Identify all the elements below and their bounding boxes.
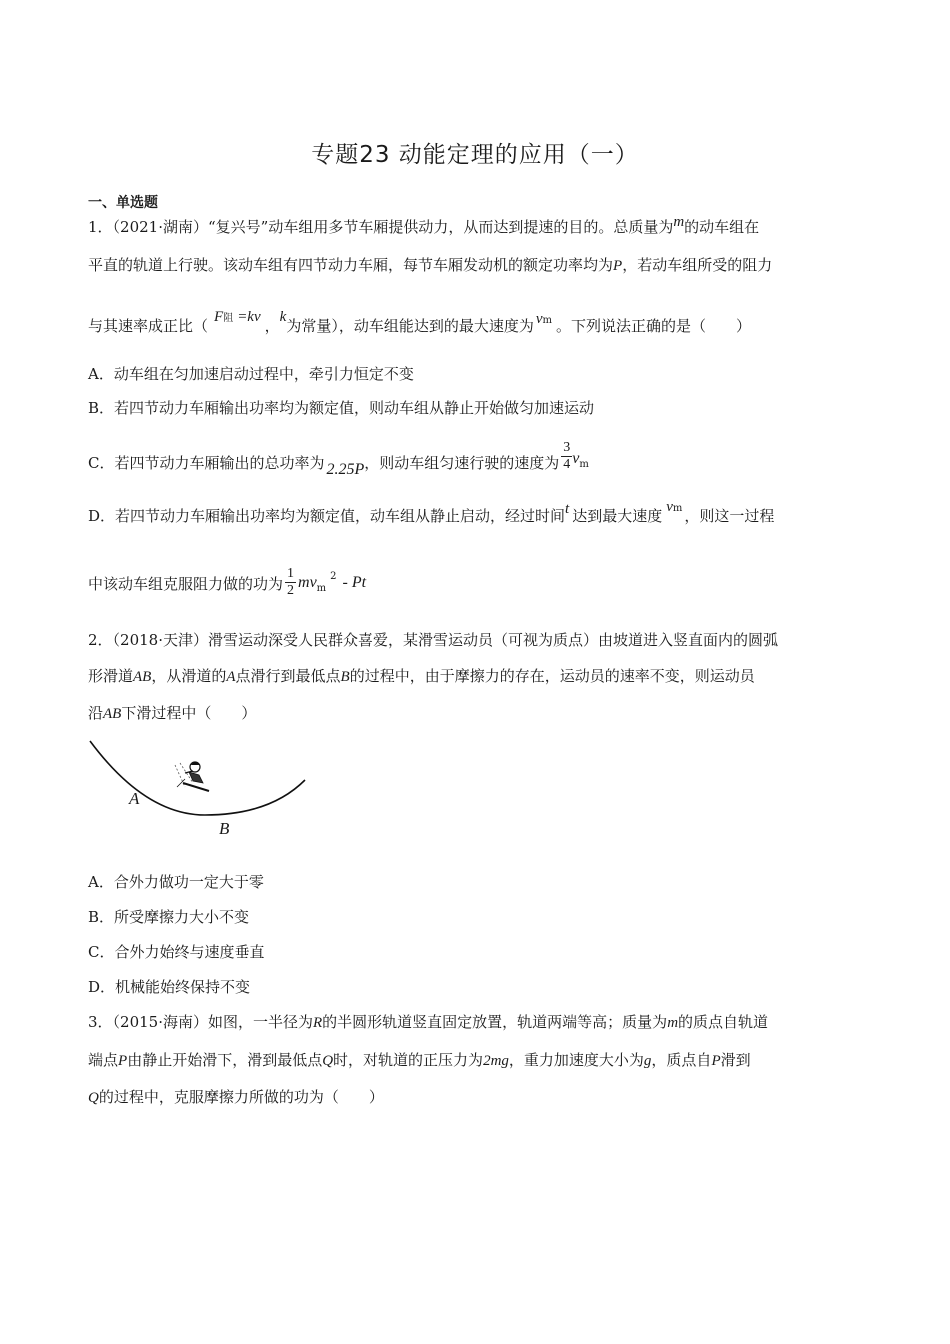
q3-var-q: Q [88,1090,99,1106]
q2-text: 点滑行到最低点 [235,667,341,685]
q1-text: 与其速率成正比（ [88,317,209,335]
q1-d2-numerator: 1 [287,566,295,581]
q3-text: 的半圆形轨道竖直固定放置，轨道两端等高；质量为 [322,1013,668,1031]
q1-var-v: v [535,311,543,327]
q1-subscript: 阻 [223,313,234,324]
q3-var-p: P [118,1053,128,1069]
q1-d2-mv: mv [298,573,317,591]
q3-line-3 [88,1087,384,1108]
q3-var-p: P [711,1053,721,1069]
q2-option-d: D．机械能始终保持不变 [88,978,251,996]
q1-d-var-v: v [666,499,673,515]
q2-text: 沿 [88,704,104,722]
q1-d-var-t: t [565,501,570,517]
q1-line-3 [88,309,751,339]
q3-line-1 [88,1012,768,1033]
section-heading: 一、单选题 [88,195,158,211]
q1-option-d-line-1 [88,499,775,529]
q2-text: 的过程中，由于摩擦力的存在，运动员的速率不变，则运动员 [349,667,755,685]
q1-text: 为常量），动车组能达到的最大速度为 [286,317,534,335]
q2-text: 形滑道 [88,667,134,685]
point-b-label: B [219,819,230,838]
q1-formula: =kv [237,309,261,325]
q2-line-3 [88,703,256,724]
q3-text: 由静止开始滑下，滑到最低点 [127,1051,323,1069]
q1-option-b: B．若四节动力车厢输出功率均为额定值，则动车组从静止开始做匀加速运动 [88,399,595,417]
q2-option-b: B．所受摩擦力大小不变 [88,908,250,926]
q3-text: 滑到 [720,1051,751,1069]
q1-text: 的动车组在 [684,218,760,236]
q2-line-1: 2．（2018·天津）滑雪运动深受人民群众喜爱，某滑雪运动员（可视为质点）由坡道进入竖直面内的圆弧 [88,631,778,649]
q2-var-b: B [340,669,350,685]
q1-c-var-v: v [572,449,580,467]
q1-var-F: F [214,309,224,325]
q1-d-text: D．若四节动力车厢输出功率均为额定值，动车组从静止启动，经过时间 [88,507,566,525]
q1-text: 平直的轨道上行驶。该动车组有四节动力车厢，每节车厢发动机的额定功率均为 [88,256,614,274]
q3-var-2mg: 2mg [483,1053,509,1069]
q1-d2-denominator: 2 [287,583,295,598]
q2-option-a: A．合外力做功一定大于零 [88,873,264,891]
q2-option-c: C．合外力始终与速度垂直 [88,943,265,961]
q1-d2-subscript: m [316,582,327,594]
point-a-label: A [129,789,140,808]
q1-text: 。下列说法正确的是（ ） [555,317,751,335]
q1-d-subscript: m [672,503,683,514]
slope-diagram [85,735,310,845]
q3-var-g: g [643,1053,652,1069]
q3-text: 的质点自轨道 [678,1013,769,1031]
q2-var-a: A [226,669,236,685]
q3-text: 端点 [88,1051,119,1069]
q1-line-2 [88,255,772,276]
q1-d-text: 达到最大速度 [572,507,663,525]
q1-var-m: m [673,214,685,230]
q1-c-power: 2.25P [326,460,365,478]
q1-d2-text: 中该动车组克服阻力做的功为 [88,574,284,593]
q3-text: 3．（2015·海南）如图，一半径为 [88,1013,313,1031]
q3-text: ，重力加速度大小为 [508,1051,644,1069]
q1-c-denominator: 4 [563,457,571,472]
q1-c-subscript: m [579,458,589,470]
q1-c-text: ，则动车组匀速行驶的速度为 [364,453,560,472]
q1-d2-tail: - Pt [338,573,367,591]
q1-option-d-line-2 [88,566,366,606]
q1-line-1 [88,214,760,238]
q1-d-text: ，则这一过程 [684,507,775,525]
q2-var-ab: AB [133,669,152,685]
q1-text: ， [264,317,280,335]
q3-text: 的过程中，克服摩擦力所做的功为（ ） [98,1088,384,1106]
q2-text: ，从滑道的 [151,667,227,685]
page-title: 专题23 动能定理的应用（一） [311,142,639,168]
q1-c-numerator: 3 [563,440,571,455]
q2-line-2 [88,666,755,687]
q3-var-r: R [313,1015,323,1031]
q1-c-text: C．若四节动力车厢输出的总功率为 [88,453,325,472]
q3-text: ，质点自 [651,1051,712,1069]
q3-line-2 [88,1050,751,1071]
q1-var-P: P [613,258,623,274]
q1-option-a: A．动车组在匀加速启动过程中，牵引力恒定不变 [88,365,414,383]
q3-text: 时，对轨道的正压力为 [333,1051,484,1069]
q3-var-m: m [667,1015,679,1031]
q3-var-q: Q [322,1053,334,1069]
skier-icon [177,762,209,791]
q1-text: 1．（2021·湖南）“复兴号”动车组用多节车厢提供动力，从而达到提速的目的。总质量为 [88,218,674,236]
ski-slope-figure [85,735,310,845]
q1-option-c [88,440,589,480]
q1-subscript: m [542,315,552,326]
q1-text: ，若动车组所受的阻力 [622,256,773,274]
q1-var-k: k [279,309,287,325]
q1-d2-superscript: 2 [330,570,337,582]
q2-text: 下滑过程中（ ） [121,704,257,722]
q2-var-ab: AB [103,706,122,722]
